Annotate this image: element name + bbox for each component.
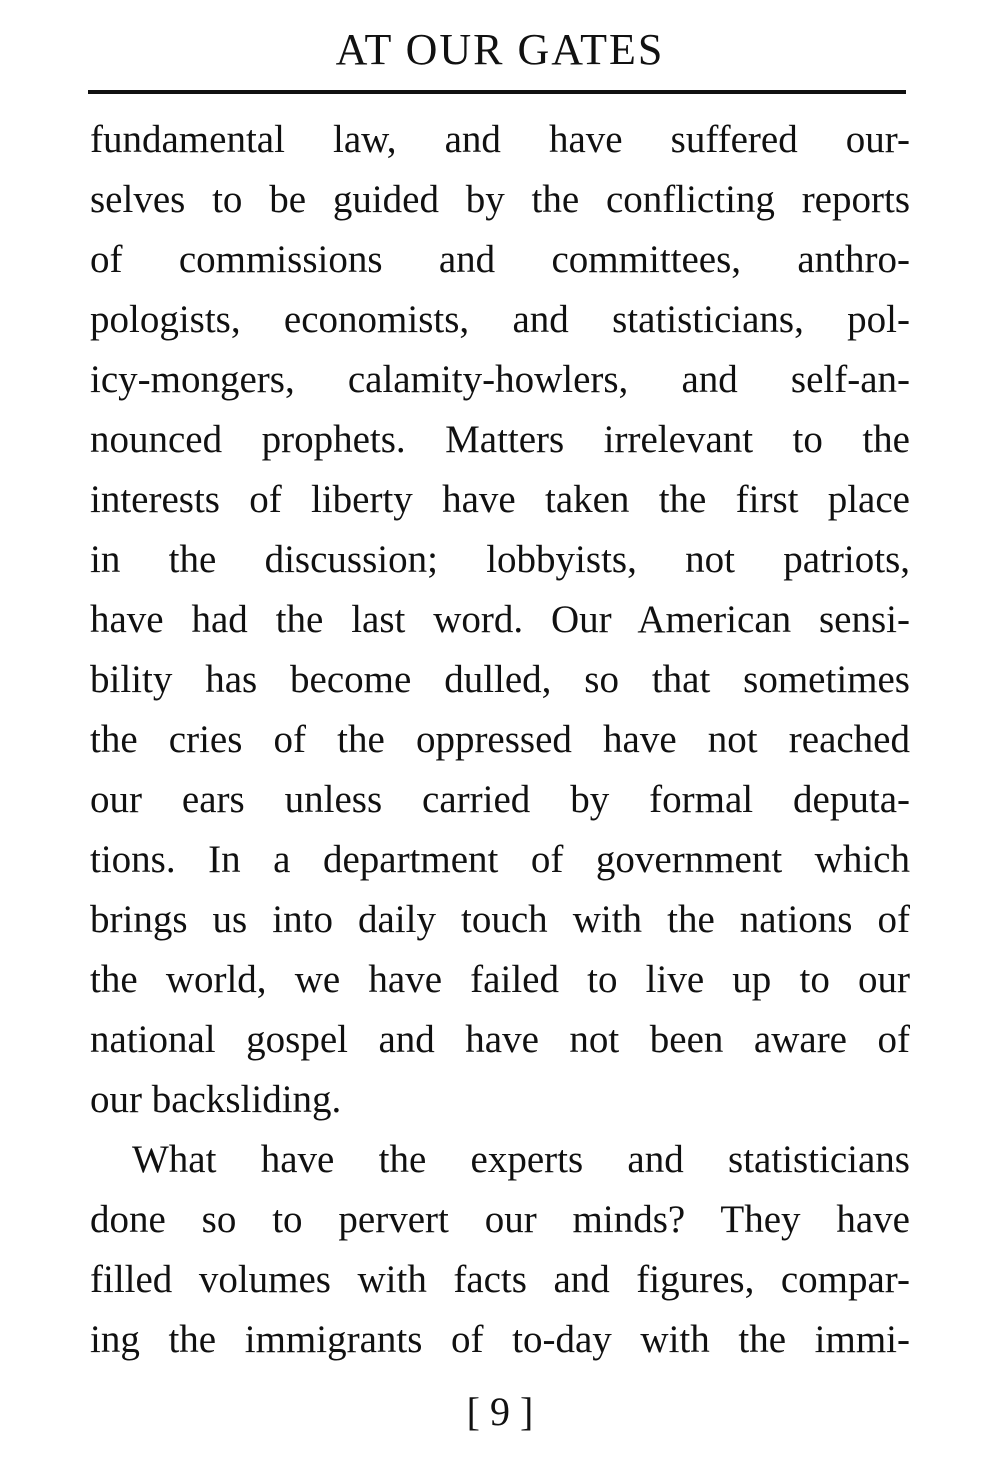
text-line: bility has become dulled, so that sometimes (90, 658, 910, 701)
text-line: tions. In a department of government which (90, 838, 910, 881)
text-line: nounced prophets. Matters irrelevant to the (90, 418, 910, 461)
page-number: [ 9 ] (466, 1389, 534, 1434)
text-line: pologists, economists, and statisticians, pol- (90, 298, 910, 341)
text-line: national gospel and have not been aware of (90, 1018, 910, 1061)
running-title: AT OUR GATES (335, 25, 665, 74)
text-line: filled volumes with facts and figures, compar- (90, 1258, 910, 1301)
text-line: in the discussion; lobbyists, not patriots, (90, 538, 910, 581)
header-rule (88, 90, 906, 94)
text-line: ing the immigrants of to-day with the immi- (90, 1318, 910, 1361)
text-line: What have the experts and statisticians (132, 1138, 910, 1181)
text-line: icy-mongers, calamity-howlers, and self-an- (90, 358, 910, 401)
text-line: interests of liberty have taken the first place (90, 478, 910, 521)
text-line: selves to be guided by the conflicting reports (90, 178, 910, 221)
text-line: brings us into daily touch with the nations of (90, 898, 910, 941)
text-line: the world, we have failed to live up to our (90, 958, 910, 1001)
text-line: of commissions and committees, anthro- (90, 238, 910, 281)
text-line: our ears unless carried by formal deputa- (90, 778, 910, 821)
text-line: our backsliding. (90, 1078, 342, 1121)
text-line: fundamental law, and have suffered our- (90, 118, 910, 161)
text-line: done so to pervert our minds? They have (90, 1198, 910, 1241)
text-line: have had the last word. Our American sensi- (90, 598, 910, 641)
text-line: the cries of the oppressed have not reached (90, 718, 910, 761)
